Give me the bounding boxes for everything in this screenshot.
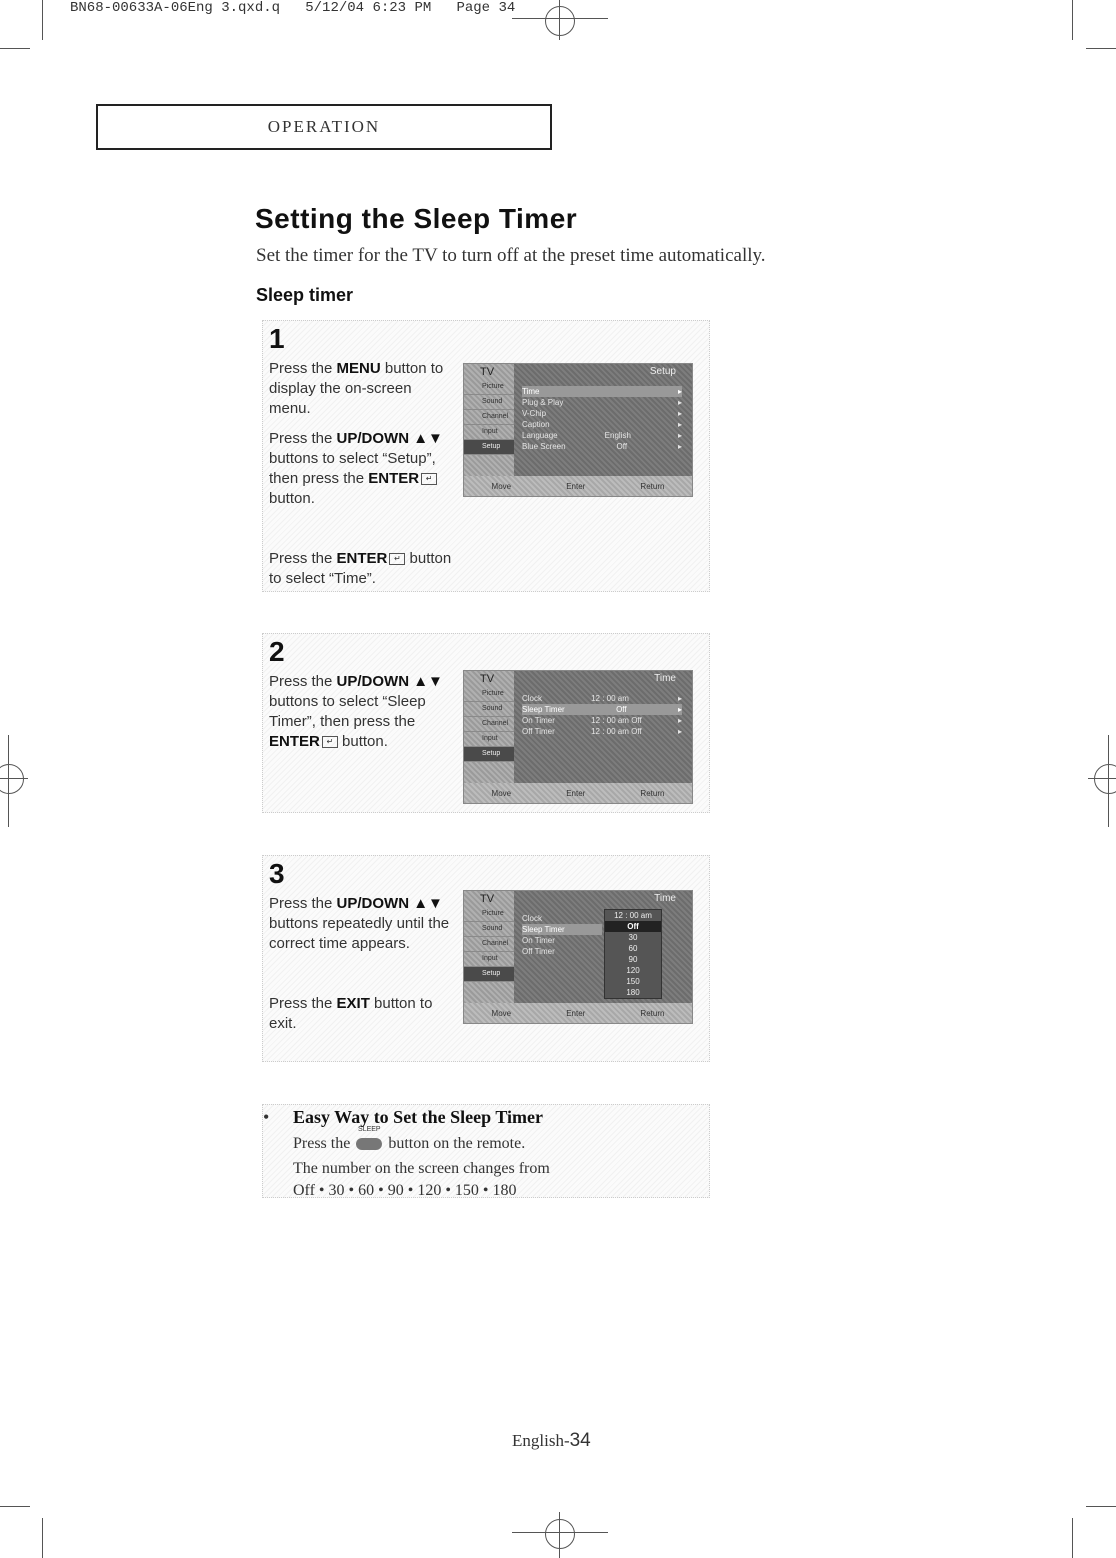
- sleep-button-label: SLEEP: [358, 1126, 381, 1134]
- osd-sidebar: [464, 364, 514, 476]
- osd-menu: [522, 386, 682, 452]
- registration-target-icon: [545, 6, 575, 36]
- osd-foot-return: Return: [640, 481, 665, 491]
- enter-icon: ↵: [421, 473, 437, 485]
- step-1-panel: [262, 320, 710, 592]
- step-instruction: Press the UP/DOWN ▲▼ buttons to select “Sleep Timer”, then press the ENTER ↵ button.: [269, 673, 443, 750]
- bullet-icon: •: [263, 1107, 270, 1127]
- sleep-option: 90: [628, 955, 638, 964]
- osd-row: On Timer 12 : 00 am Off ▸: [522, 716, 682, 725]
- osd-row: Language English ▸: [522, 431, 682, 440]
- osd-header: [464, 891, 692, 907]
- osd-row: Off Timer 12 : 00 am Off ▸: [522, 727, 682, 736]
- osd-menu-title: Setup: [649, 366, 676, 377]
- tip-title: Easy Way to Set the Sleep Timer: [293, 1107, 544, 1127]
- osd-foot-enter: Enter: [566, 481, 586, 491]
- sleep-option: 180: [626, 988, 640, 997]
- step-number: 2: [269, 636, 285, 667]
- osd-screenshot: [463, 890, 693, 1024]
- osd-menu: [522, 693, 682, 737]
- osd-menu-title: Time: [654, 893, 676, 904]
- osd-side-item: Picture: [464, 907, 514, 922]
- osd-foot-enter: Enter: [566, 788, 586, 798]
- crop-mark: [1072, 1518, 1073, 1558]
- crop-mark: [1086, 1506, 1116, 1507]
- sleep-options-list: [604, 909, 662, 999]
- osd-foot-move: Move: [491, 1008, 512, 1018]
- osd-sidebar: [464, 891, 514, 1003]
- osd-side-item: Sound: [464, 702, 514, 717]
- crop-mark: [1086, 48, 1116, 49]
- enter-icon: ↵: [322, 736, 338, 748]
- osd-row: Time ▸: [522, 387, 682, 396]
- osd-tv-label: TV: [480, 673, 495, 685]
- tip-line: Press the SLEEP button on the remote.: [293, 1126, 526, 1152]
- osd-row: Caption ▸: [522, 420, 682, 429]
- osd-foot-move: Move: [491, 788, 512, 798]
- osd-tv-label: TV: [480, 366, 495, 378]
- osd-screenshot: [463, 363, 693, 497]
- step-number: 3: [269, 858, 285, 889]
- osd-foot-return: Return: [640, 1008, 665, 1018]
- osd-side-item: Sound: [464, 922, 514, 937]
- step-number: 1: [269, 323, 285, 354]
- osd-clock-value: 12 : 00 am: [614, 911, 652, 920]
- osd-side-item: Picture: [464, 380, 514, 395]
- section-header: OPERATION: [96, 104, 552, 150]
- osd-footer: [464, 783, 692, 803]
- osd-row: Plug & Play ▸: [522, 398, 682, 407]
- crop-mark: [0, 48, 30, 49]
- osd-row: Blue Screen Off ▸: [522, 442, 682, 451]
- sleep-button-icon: [356, 1126, 382, 1150]
- step-instruction: Press the MENU button to display the on-screen menu.: [269, 360, 444, 417]
- footer-language: English-: [512, 1431, 570, 1450]
- sleep-option: 150: [626, 977, 640, 986]
- crop-mark: [42, 0, 43, 40]
- osd-footer: [464, 1003, 692, 1023]
- enter-icon: ↵: [389, 553, 405, 565]
- osd-header: [464, 671, 692, 687]
- osd-sidebar: [464, 671, 514, 783]
- osd-foot-return: Return: [640, 788, 665, 798]
- tip-panel: [262, 1104, 710, 1198]
- osd-side-item: Setup: [464, 967, 514, 982]
- step-2-panel: [262, 633, 710, 813]
- registration-target-icon: [0, 764, 24, 794]
- osd-row: Clock: [522, 914, 543, 923]
- osd-menu: [522, 913, 602, 957]
- osd-side-item: Channel: [464, 937, 514, 952]
- osd-row: Clock 12 : 00 am ▸: [522, 694, 682, 703]
- osd-side-item: Picture: [464, 687, 514, 702]
- osd-side-item: Input: [464, 952, 514, 967]
- osd-row: Sleep Timer Off ▸: [522, 705, 682, 714]
- step-instruction: Press the EXIT button to exit.: [269, 995, 433, 1032]
- osd-side-item: Input: [464, 425, 514, 440]
- registration-target-icon: [545, 1519, 575, 1549]
- registration-target-icon: [1094, 764, 1116, 794]
- osd-side-item: Channel: [464, 717, 514, 732]
- step-instruction: Press the ENTER ↵ button to select “Time”.: [269, 550, 452, 587]
- osd-foot-enter: Enter: [566, 1008, 586, 1018]
- sleep-option: 120: [626, 966, 640, 975]
- step-instruction: Press the UP/DOWN ▲▼ buttons repeatedly until the correct time appears.: [269, 895, 450, 952]
- intro-text: Set the timer for the TV to turn off at the preset time automatically.: [256, 245, 766, 266]
- subheading: Sleep timer: [256, 285, 354, 305]
- osd-side-item: Setup: [464, 747, 514, 762]
- osd-row: Off Timer: [522, 947, 555, 956]
- osd-side-item: Setup: [464, 440, 514, 455]
- tip-line: The number on the screen changes from: [293, 1160, 550, 1177]
- osd-side-item: Channel: [464, 410, 514, 425]
- tip-line: Off • 30 • 60 • 90 • 120 • 150 • 180: [293, 1182, 517, 1199]
- crop-mark: [42, 1518, 43, 1558]
- page-title: Setting the Sleep Timer: [255, 203, 578, 234]
- osd-screenshot: [463, 670, 693, 804]
- print-slug: BN68-00633A-06Eng 3.qxd.q 5/12/04 6:23 PM Page 34: [70, 0, 516, 16]
- page-number: 34: [569, 1430, 591, 1451]
- osd-footer: [464, 476, 692, 496]
- step-instruction: Press the UP/DOWN ▲▼ buttons to select “Setup”, then press the ENTER ↵ button.: [269, 430, 443, 507]
- crop-mark: [1072, 0, 1073, 40]
- crop-mark: [0, 1506, 30, 1507]
- osd-row: Sleep Timer: [522, 924, 602, 935]
- osd-menu-title: Time: [654, 673, 676, 684]
- sleep-option: 30: [628, 933, 638, 942]
- osd-foot-move: Move: [491, 481, 512, 491]
- osd-side-item: Sound: [464, 395, 514, 410]
- sleep-option: Off: [605, 921, 661, 932]
- step-3-panel: [262, 855, 710, 1062]
- osd-header: [464, 364, 692, 380]
- osd-tv-label: TV: [480, 893, 495, 905]
- osd-side-item: Input: [464, 732, 514, 747]
- sleep-option: 60: [628, 944, 638, 953]
- osd-row: On Timer: [522, 936, 555, 945]
- osd-row: V-Chip ▸: [522, 409, 682, 418]
- page-footer: [512, 1430, 591, 1452]
